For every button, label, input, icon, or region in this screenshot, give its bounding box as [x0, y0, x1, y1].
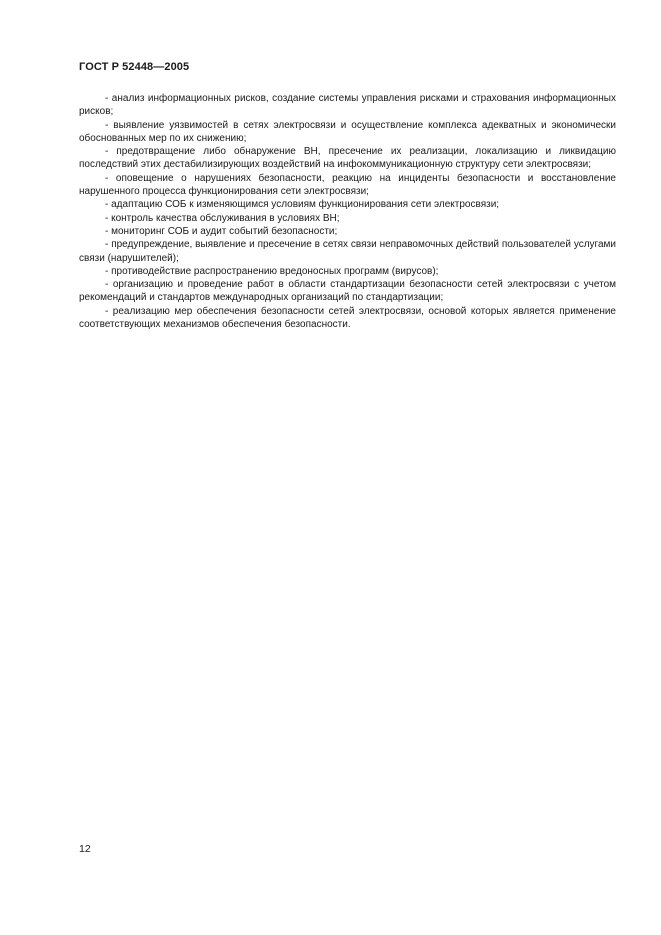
list-item: - контроль качества обслуживания в условиях ВН;: [105, 212, 340, 224]
list-item: - адаптацию СОБ к изменяющимся условиям функционирования сети электросвязи;: [105, 199, 500, 211]
list-item: - предотвращение либо обнаружение ВН, пресечение их реализации, локализацию и ликвидацию последствий этих дестабилизирующих воздействий на инфокоммуникационную структуру сети электросвязи;: [79, 146, 616, 171]
list-item: - выявление уязвимостей в сетях электросвязи и осуществление комплекса адекватных и экономически обоснованных мер по их снижению;: [79, 119, 616, 144]
list-item: - оповещение о нарушениях безопасности, реакцию на инциденты безопасности и восстановление нарушенного процесса функционирования сети электросвязи;: [79, 172, 616, 198]
page-number: 12: [79, 843, 91, 855]
list-item: - анализ информационных рисков, создание системы управления рисками и страхования информационных рисков;: [79, 93, 616, 118]
list-item: - предупреждение, выявление и пресечение в сетях связи неправомочных действий пользователей услугами связи (нарушителей);: [79, 239, 616, 264]
list-item: - реализацию мер обеспечения безопасности сетей электросвязи, основой которых является применение соответствующих механизмов обеспечения безопасности.: [79, 305, 616, 331]
list-item: - мониторинг СОБ и аудит событий безопасности;: [105, 225, 338, 237]
document-body: [79, 92, 616, 331]
document-header: ГОСТ Р 52448—2005: [79, 61, 190, 73]
list-item: - противодействие распространению вредоносных программ (вирусов);: [105, 265, 439, 277]
list-item: - организацию и проведение работ в области стандартизации безопасности сетей электросвязи с учетом рекомендаций и стандартов международных организаций по стандартизации;: [79, 279, 616, 304]
